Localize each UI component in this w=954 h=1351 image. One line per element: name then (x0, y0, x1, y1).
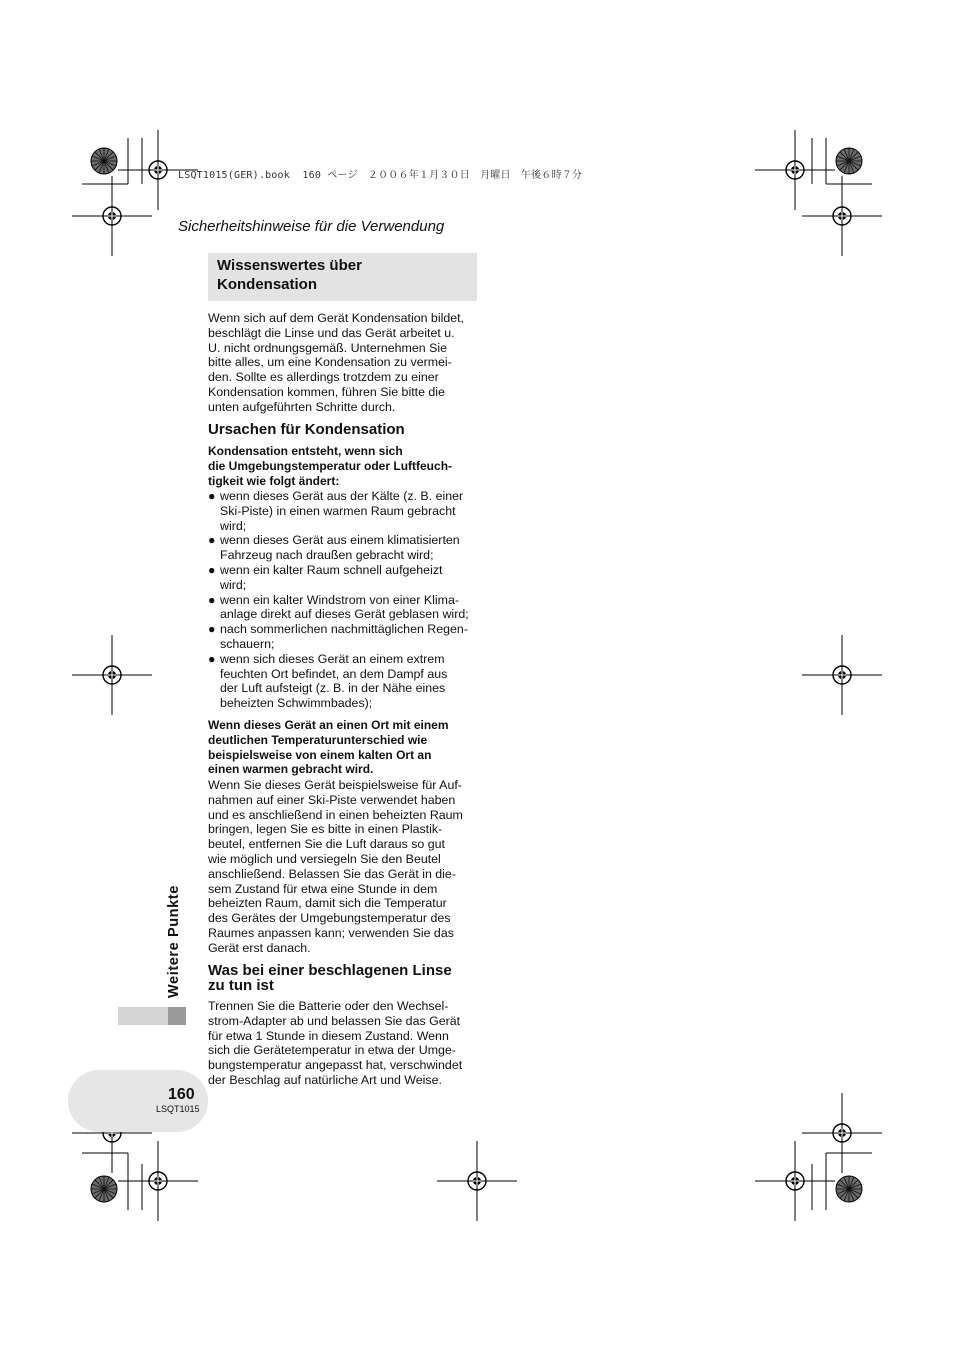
list-item: ● wenn dieses Gerät aus einem klimatisierten Fahrzeug nach draußen gebracht wird; (208, 533, 460, 563)
print-slug: LSQT1015(GER).book 160 ページ ２００６年１月３０日 月曜日 午後６時７分 (178, 170, 583, 181)
bullet-icon: ● (208, 489, 216, 503)
bullet-icon: ● (208, 651, 216, 666)
side-tab-label: Weitere Punkte (166, 885, 182, 998)
model-code: LSQT1015 (156, 1104, 200, 1114)
temperature-lead: Wenn dieses Gerät an einen Ort mit einem deutlichen Temperaturunterschied wie beispielsweise von einem kalten Ort an einen warmen gebracht wird. (208, 718, 449, 777)
page-number: 160 (168, 1086, 195, 1103)
fog-paragraph: Trennen Sie die Batterie oder den Wechsel- strom-Adapter ab und belassen Sie das Gerät für etwa 1 Stunde in diesem Zustand. Wenn sich die Gerätetemperatur in etwa der Umge- bungstemperatur angepasst hat, verschwindet der Beschlag auf natürliche Art und Weise. (208, 999, 463, 1087)
list-item: ● nach sommerlichen nachmittäglichen Regen- schauern; (208, 622, 468, 651)
causes-list (208, 489, 480, 711)
list-item: ● wenn ein kalter Raum schnell aufgeheizt wird; (208, 562, 443, 592)
side-tab (166, 880, 186, 1000)
list-item: ● wenn sich dieses Gerät an einem extrem feuchten Ort befindet, an dem Dampf aus der Luft aufsteigt (z. B. in der Nähe eines beheizten Schwimmbades); (208, 651, 448, 711)
running-header: Sicherheitshinweise für die Verwendung (178, 218, 445, 235)
list-item: ● wenn dieses Gerät aus der Kälte (z. B. einer Ski-Piste) in einen warmen Raum gebracht wird; (208, 489, 464, 533)
section-title: Wissenswertes über Kondensation (217, 257, 362, 293)
temperature-paragraph: Wenn Sie dieses Gerät beispielsweise für Auf- nahmen auf einer Ski-Piste verwendet haben und es anschließend in einen beheizten Raum bringen, legen Sie es bitte in einen Plastik- beutel, entfernen Sie die Luft daraus so gut wie möglich und versiegeln Sie den Beutel anschließend. Belassen Sie das Gerät in die- sem Zustand für etwa eine Stunde in dem beheizten Raum, damit sich die Temperatur des Gerätes der Umgebungstemperatur des Raumes anpassen kann; verwenden Sie das Gerät erst danach. (208, 778, 463, 955)
causes-lead: Kondensation entsteht, wenn sich die Umgebungstemperatur oder Luftfeuch- tigkeit wie folgt ändert: (208, 444, 453, 488)
bullet-icon: ● (208, 562, 216, 577)
bullet-icon: ● (208, 622, 216, 637)
bullet-icon: ● (208, 592, 216, 607)
fog-heading: Was bei einer beschlagenen Linse zu tun ist (208, 962, 452, 994)
bullet-icon: ● (208, 533, 216, 548)
chapter-tab (118, 1007, 168, 1025)
causes-heading: Ursachen für Kondensation (208, 421, 405, 438)
intro-paragraph: Wenn sich auf dem Gerät Kondensation bildet, beschlägt die Linse und das Gerät arbeitet u. U. nicht ordnungsgemäß. Unternehmen Sie bitte alles, um eine Kondensation zu vermei- den. Sollte es allerdings trotzdem zu einer Kondensation kommen, führen Sie bitte die unten aufgeführten Schritte durch. (208, 311, 464, 414)
list-item: ● wenn ein kalter Windstrom von einer Klima- anlage direkt auf dieses Gerät geblasen wird; (208, 592, 469, 622)
chapter-tab-marker (168, 1007, 186, 1025)
